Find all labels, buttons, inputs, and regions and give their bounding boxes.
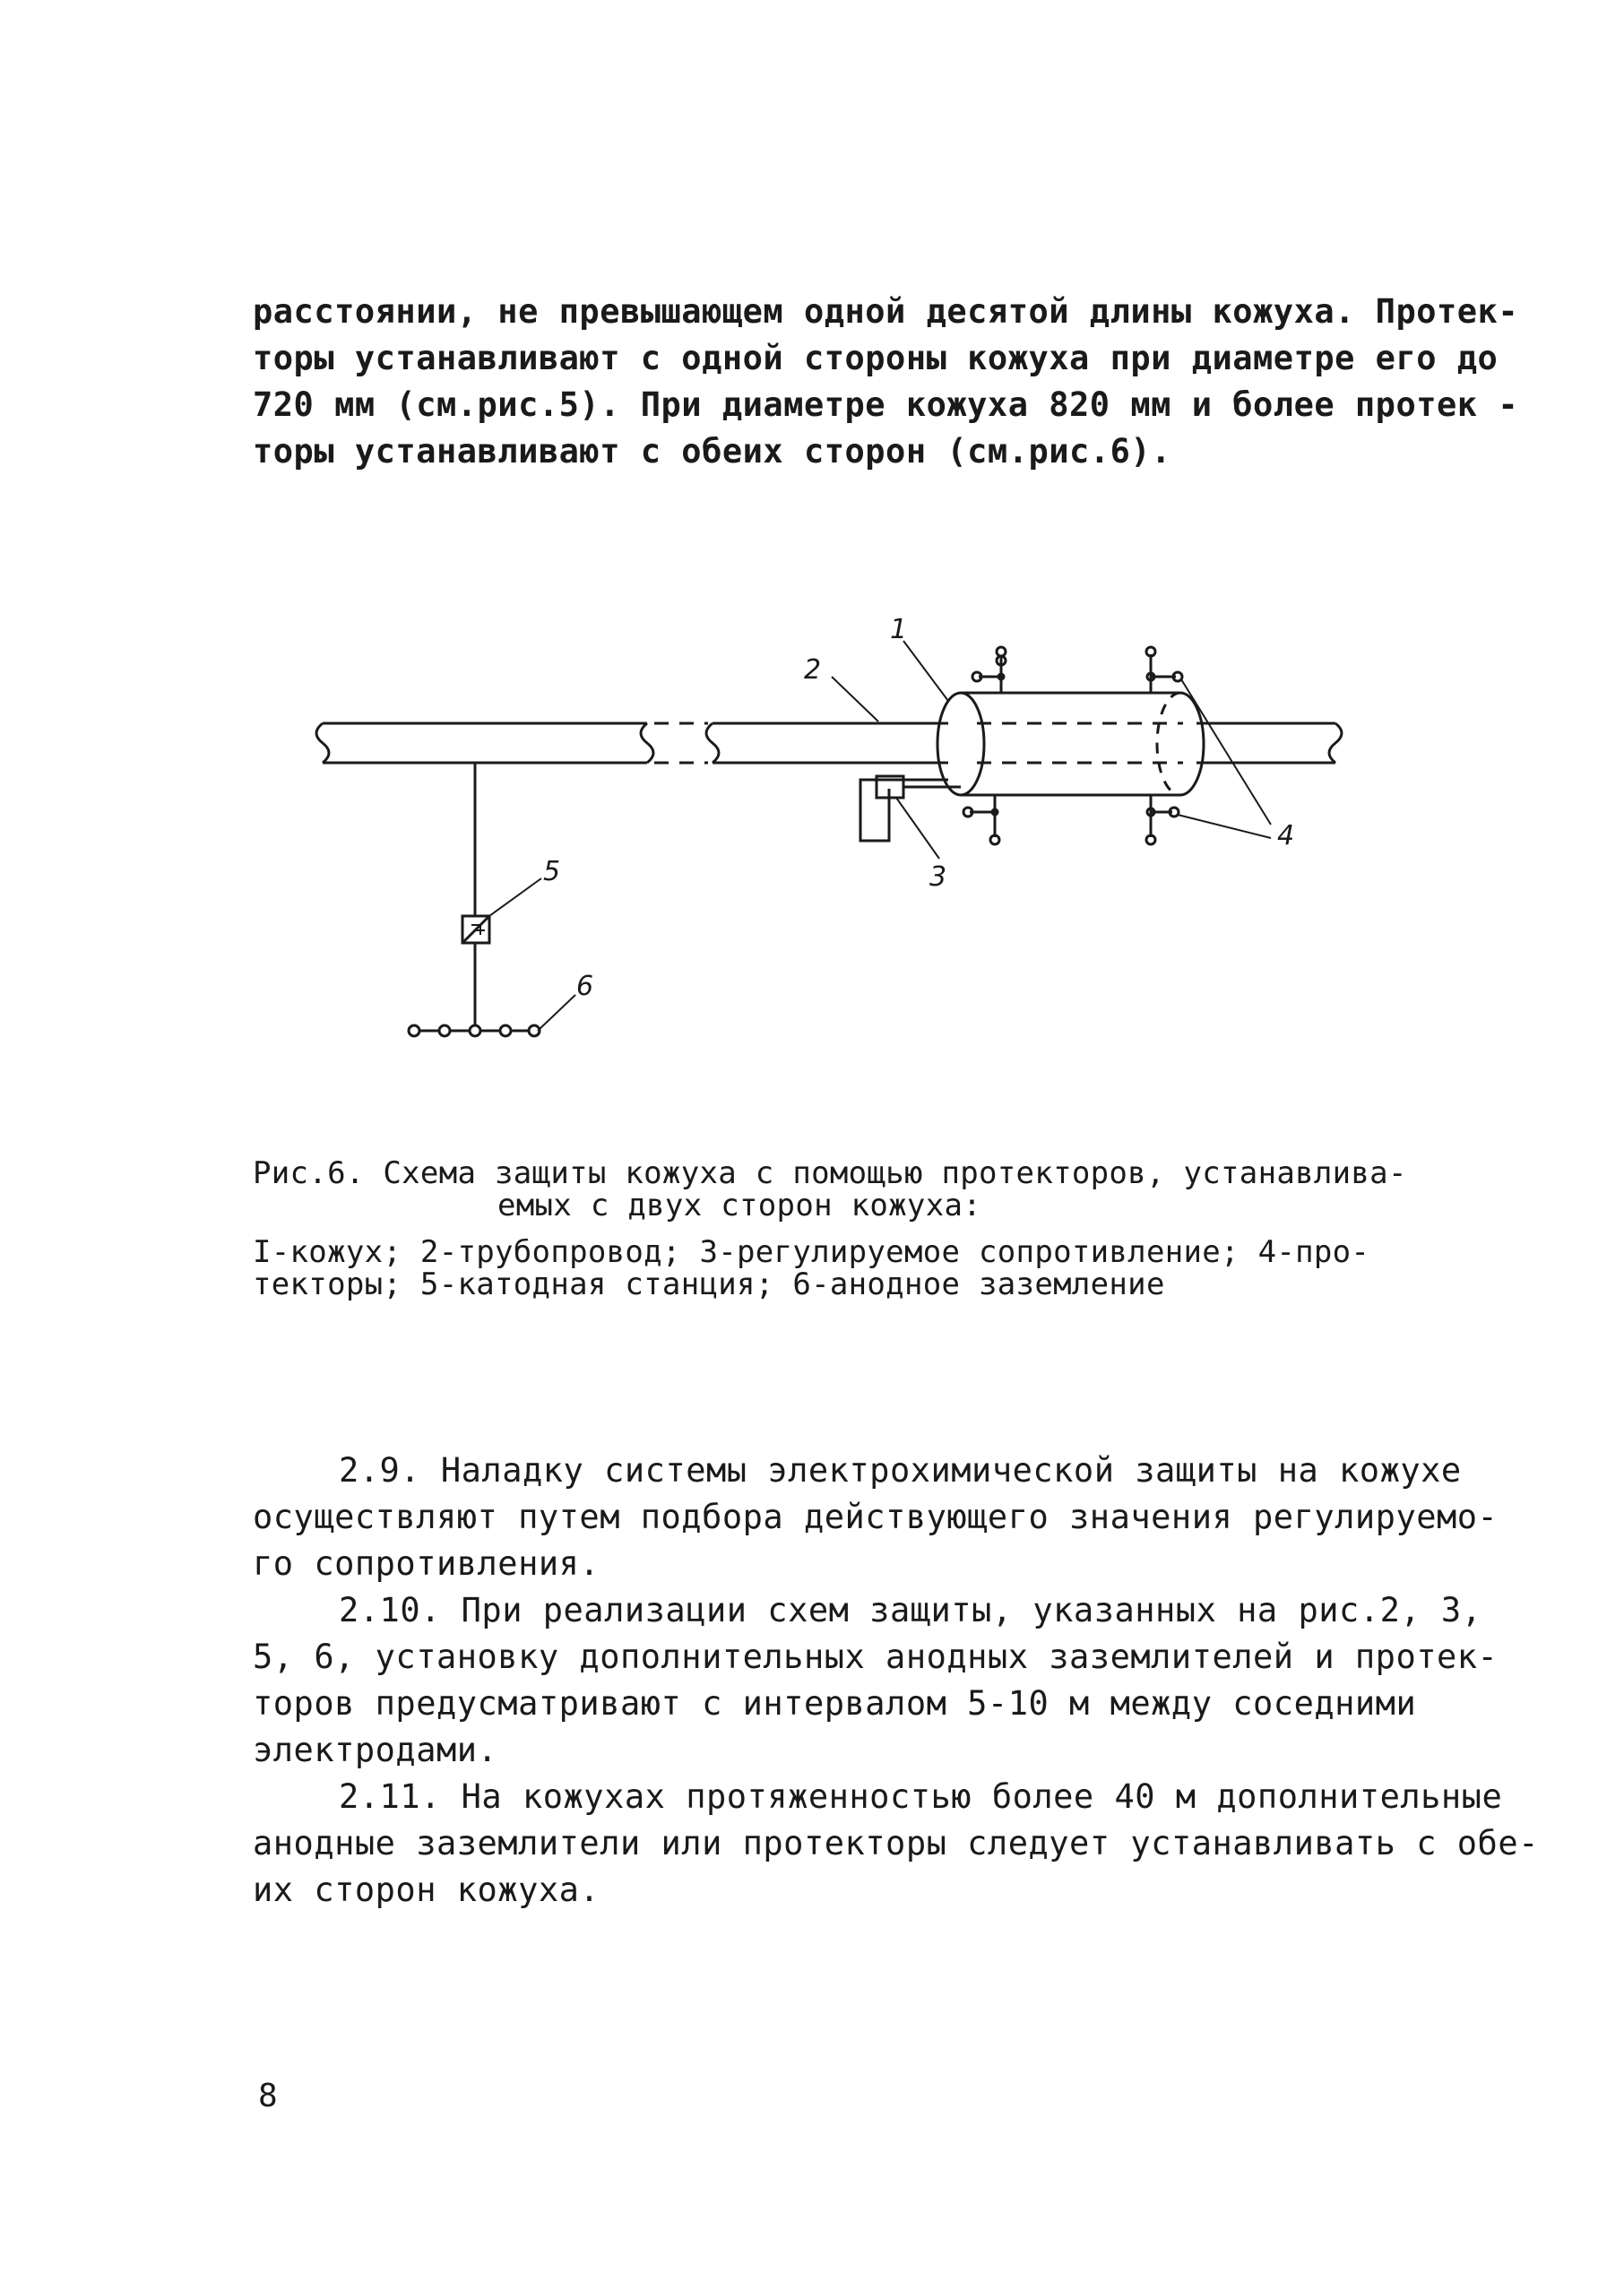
text-line: го сопротивления. — [253, 1544, 600, 1583]
text-line: торов предусматривают с интервалом 5-10 м между соседними — [253, 1684, 1417, 1723]
leader-resistance — [896, 798, 939, 859]
label-resistance: 3 — [929, 861, 947, 893]
label-cathode-station: 5 — [543, 856, 561, 887]
casing — [937, 693, 1204, 795]
page-number: 8 — [258, 2078, 278, 2114]
text-line: 2.9. Наладку системы электрохимической защиты на кожухе — [339, 1451, 1462, 1490]
text-line: 5, 6, установку дополнительных анодных заземлителей и протек- — [253, 1638, 1499, 1676]
text-line: осуществляют путем подбора действующего значения регулируемо- — [253, 1498, 1499, 1536]
text-line: их сторон кожуха. — [253, 1871, 600, 1909]
label-casing: 1 — [890, 614, 908, 645]
caption-legend: I-кожух; 2-трубопровод; 3-регулируемое сопротивление; 4-про- — [253, 1234, 1370, 1270]
cathode-station — [462, 763, 541, 1031]
text-line: расстоянии, не превышающем одной десятой длины кожуха. Протек- — [253, 292, 1519, 331]
pipe-right — [706, 723, 1342, 763]
caption-legend-cont: текторы; 5-катодная станция; 6-анодное заземление — [253, 1266, 1165, 1302]
text-line: анодные заземлители или протекторы следует устанавливать с обе- — [253, 1824, 1539, 1862]
leader-protectors-bottom — [1178, 815, 1271, 838]
leader-pipeline — [832, 677, 878, 722]
protector-top-right — [1146, 647, 1182, 693]
text-line: 720 мм (см.рис.5). При диаметре кожуха 820 мм и более протек - — [253, 385, 1519, 424]
text-line: 2.10. При реализации схем защиты, указанных на рис.2, 3, — [339, 1591, 1482, 1629]
text-line: электродами. — [253, 1731, 498, 1769]
text-line: торы устанавливают с обеих сторон (см.рис.6). — [253, 432, 1171, 471]
regulated-resistance — [860, 776, 961, 841]
leader-protectors-top — [1181, 679, 1271, 825]
pipe-break — [654, 723, 708, 763]
text-line: 2.11. На кожухах протяженностью более 40 м дополнительные — [339, 1777, 1503, 1816]
protector-bottom-left — [963, 795, 999, 844]
label-anode-ground: 6 — [576, 971, 594, 1002]
text-line: торы устанавливают с одной стороны кожуха при диаметре его до — [253, 339, 1499, 377]
protector-bottom-right — [1146, 795, 1179, 844]
protector-top-left — [972, 647, 1006, 693]
label-protectors: 4 — [1277, 820, 1295, 851]
pipe-left — [316, 723, 653, 763]
protection-scheme-diagram — [0, 0, 1624, 1120]
label-pipeline: 2 — [804, 654, 822, 686]
caption-title-cont: емых с двух сторон кожуха: — [497, 1188, 982, 1223]
anode-ground — [409, 995, 575, 1036]
caption-title: Рис.6. Схема защиты кожуха с помощью протекторов, устанавлива- — [253, 1155, 1407, 1191]
leader-casing — [903, 641, 948, 701]
